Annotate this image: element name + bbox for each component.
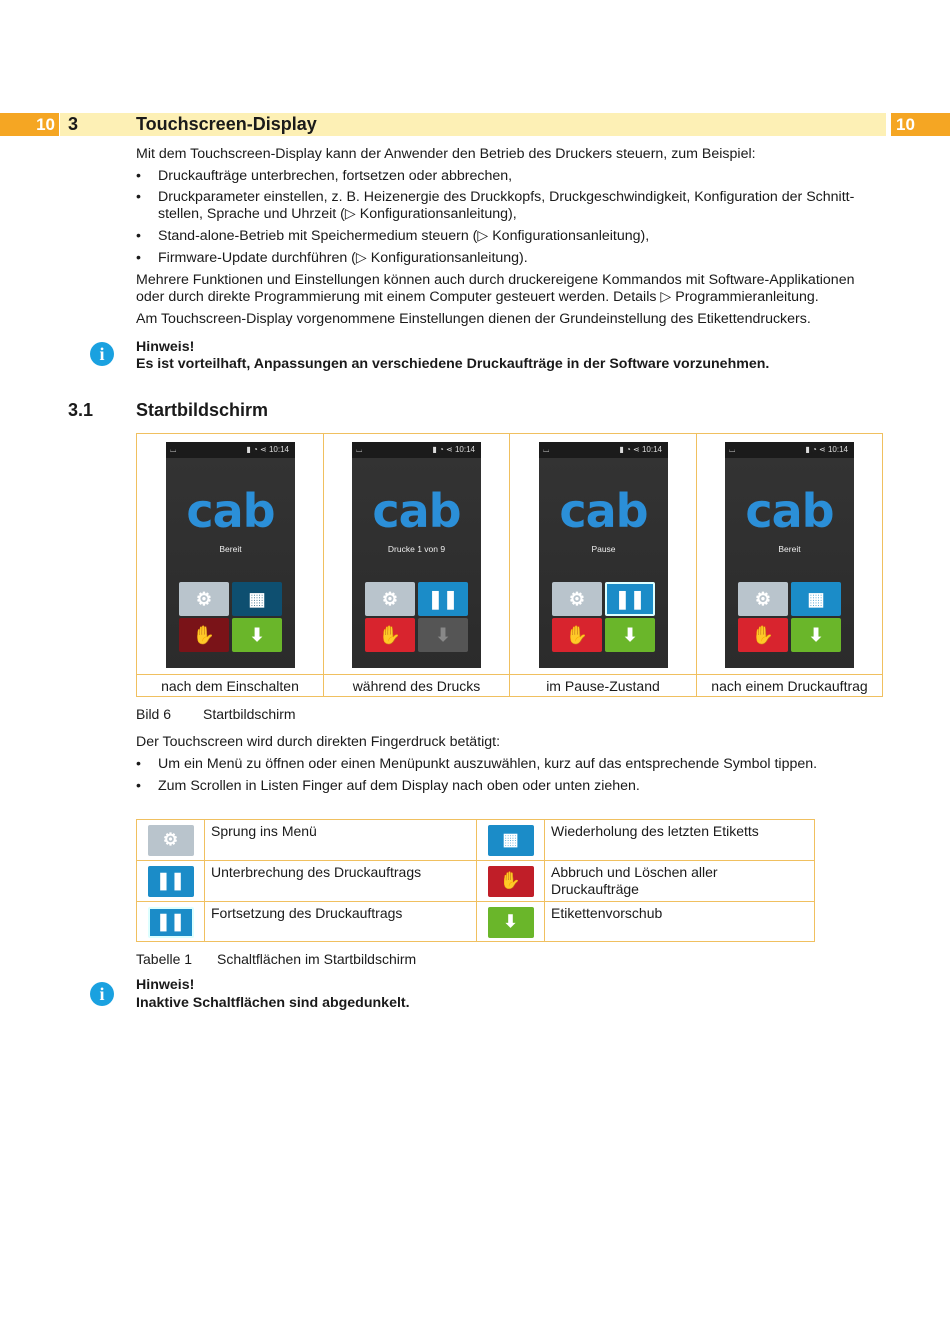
printer-status: Bereit (219, 544, 242, 554)
pause-icon: ❚❚ (148, 907, 194, 938)
stop-hand-icon: ✋ (378, 624, 402, 645)
subsection-number: 3.1 (68, 400, 94, 420)
figure-caption-row (137, 674, 882, 696)
bullet-text: Druckaufträge unterbrechen, fortsetzen oder abbrechen, (158, 168, 513, 184)
status-bar (725, 442, 854, 458)
pause-icon: ❚❚ (614, 588, 646, 609)
table-icon-cell (477, 902, 545, 942)
table-cell: Unterbrechung des Druckauftrags (211, 864, 422, 880)
menu-button[interactable] (738, 582, 788, 616)
note-title: Hinweis! (136, 977, 195, 993)
stop-hand-icon: ✋ (565, 624, 589, 645)
cab-logo: cab (372, 484, 461, 538)
repeat-label-icon: ▦ (488, 825, 534, 856)
resume-button[interactable] (605, 582, 655, 616)
figure-cell (510, 434, 697, 674)
page-number-right: 10 (891, 113, 950, 136)
printer-status: Bereit (778, 544, 801, 554)
display-area (352, 458, 481, 668)
pause-button[interactable] (418, 582, 468, 616)
menu-indicator-icon: ⌴ (543, 445, 550, 454)
gear-icon: ⚙ (568, 588, 586, 609)
status-bar (166, 442, 295, 458)
figure-cell (324, 434, 510, 674)
intro-paragraph-3: Am Touchscreen-Display vorgenommene Einstellungen dienen der Grundeinstellung des Etikettendruckers. (136, 311, 811, 327)
startscreen-figure (136, 433, 883, 697)
table-icon-cell (137, 861, 205, 901)
printer-status: Drucke 1 von 9 (387, 544, 446, 554)
cancel-button[interactable] (738, 618, 788, 652)
cab-logo: cab (559, 484, 648, 538)
menu-button[interactable] (179, 582, 229, 616)
repeat-button[interactable] (791, 582, 841, 616)
bullet-dot: • (136, 250, 141, 266)
section-title: Touchscreen-Display (136, 114, 317, 134)
bullet-dot: • (136, 189, 141, 205)
gear-icon: ⚙ (195, 588, 213, 609)
table-row (137, 902, 814, 943)
table-icon-cell (137, 820, 205, 860)
intro-bullet-continuation (136, 206, 871, 224)
info-icon: i (90, 342, 114, 366)
menu-indicator-icon: ⌴ (170, 445, 177, 454)
bullet-dot: • (136, 228, 141, 244)
repeat-button (232, 582, 282, 616)
phone-caption: im Pause-Zustand (510, 675, 697, 697)
touch-lead: Der Touchscreen wird durch direkten Fingerdruck betätigt: (136, 734, 501, 750)
table-row (137, 861, 814, 902)
note-title: Hinweis! (136, 339, 195, 355)
figure-title: Startbildschirm (203, 706, 296, 722)
gear-icon: ⚙ (754, 588, 772, 609)
phone-screen (352, 442, 481, 668)
cancel-button[interactable] (552, 618, 602, 652)
subsection-title: Startbildschirm (136, 400, 269, 420)
touch-bullet (136, 778, 871, 796)
intro-paragraph-2b: oder durch direkte Programmierung mit einem Computer gesteuert werden. Details ▷ Programmieranleitung. (136, 289, 819, 305)
intro-paragraph-2: Mehrere Funktionen und Einstellungen können auch durch druckereigene Kommandos mit Software-Applikationen (136, 272, 855, 288)
clock: 10:14 (641, 445, 662, 454)
phone-screen (539, 442, 668, 668)
phone-screen (166, 442, 295, 668)
intro-bullet (136, 250, 871, 268)
pause-icon: ❚❚ (427, 588, 459, 609)
feed-arrow-icon: ⬇ (488, 907, 534, 938)
display-area (166, 458, 295, 668)
menu-button[interactable] (552, 582, 602, 616)
figure-cell (137, 434, 324, 674)
feed-button[interactable] (232, 618, 282, 652)
gear-icon: ⚙ (148, 825, 194, 856)
table-icon-cell (477, 820, 545, 860)
bullet-text: Zum Scrollen in Listen Finger auf dem Display nach oben oder unten ziehen. (158, 778, 640, 794)
table-icon-cell (137, 902, 205, 942)
feed-arrow-icon: ⬇ (249, 624, 265, 645)
menu-indicator-icon: ⌴ (729, 445, 736, 454)
note-text: Inaktive Schaltflächen sind abgedunkelt. (136, 995, 410, 1011)
clock: 10:14 (827, 445, 848, 454)
display-area (539, 458, 668, 668)
table-cell: Wiederholung des letzten Etiketts (551, 823, 759, 839)
bullet-text: Druckparameter einstellen, z. B. Heizenergie des Druckkopfs, Druckgeschwindigkeit, Konfiguration der Schnitt- (158, 189, 855, 205)
feed-arrow-icon: ⬇ (808, 624, 824, 645)
intro-bullet (136, 168, 871, 186)
feed-button (418, 618, 468, 652)
intro-lead: Mit dem Touchscreen-Display kann der Anwender den Betrieb des Druckers steuern, zum Beispiel: (136, 146, 756, 162)
info-icon: i (90, 982, 114, 1006)
repeat-label-icon: ▦ (248, 588, 266, 609)
page-number-left: 10 (0, 113, 59, 136)
table-title: Schaltflächen im Startbildschirm (217, 951, 417, 967)
figure-label: Bild 6 (136, 706, 172, 722)
feed-arrow-icon: ⬇ (435, 624, 451, 645)
status-icons: ▮ ◔ ⋖ 10:14 (432, 445, 475, 454)
figure-cell (697, 434, 882, 674)
text-line: Druckaufträge (551, 881, 639, 897)
feed-button[interactable] (791, 618, 841, 652)
status-bar (352, 442, 481, 458)
feed-button[interactable] (605, 618, 655, 652)
table-cell: Sprung ins Menü (211, 823, 317, 839)
phone-screen (725, 442, 854, 668)
menu-button[interactable] (365, 582, 415, 616)
table-cell: Fortsetzung des Druckauftrags (211, 905, 403, 921)
phone-caption: nach einem Druckauftrag (711, 678, 868, 694)
touch-bullet (136, 756, 871, 774)
feed-arrow-icon: ⬇ (622, 624, 638, 645)
bullet-dot: • (136, 756, 141, 772)
gear-icon: ⚙ (381, 588, 399, 609)
table-cell: Etikettenvorschub (551, 905, 663, 921)
status-icons: ▮ ◔ ⋖ 10:14 (619, 445, 662, 454)
table-label: Tabelle 1 (136, 951, 193, 967)
cancel-button (179, 618, 229, 652)
cancel-button[interactable] (365, 618, 415, 652)
table-row (137, 820, 814, 861)
cab-logo: cab (745, 484, 834, 538)
bullet-text: Firmware-Update durchführen (▷ Konfigurationsanleitung). (158, 250, 528, 266)
menu-indicator-icon: ⌴ (356, 445, 363, 454)
text-line: Abbruch und Löschen aller (551, 864, 718, 880)
repeat-label-icon: ▦ (807, 588, 825, 609)
clock: 10:14 (268, 445, 289, 454)
button-legend-table (136, 819, 815, 942)
pause-icon: ❚❚ (148, 866, 194, 897)
bullet-dot: • (136, 778, 141, 794)
section-number: 3 (68, 114, 79, 134)
cab-logo: cab (186, 484, 275, 538)
display-area (725, 458, 854, 668)
stop-hand-icon: ✋ (192, 624, 216, 645)
intro-bullet (136, 189, 871, 207)
bullet-text: stellen, Sprache und Uhrzeit (▷ Konfigurationsanleitung), (158, 206, 517, 222)
phone-caption: während des Drucks (324, 675, 510, 697)
status-icons: ▮ ◔ ⋖ 10:14 (246, 445, 289, 454)
phone-caption: nach dem Einschalten (137, 675, 324, 697)
table-icon-cell (477, 861, 545, 901)
stop-hand-icon: ✋ (751, 624, 775, 645)
bullet-dot: • (136, 168, 141, 184)
clock: 10:14 (454, 445, 475, 454)
bullet-text: Um ein Menü zu öffnen oder einen Menüpunkt auszuwählen, kurz auf das entsprechende Symbol tippen. (158, 756, 818, 772)
stop-hand-icon: ✋ (488, 866, 534, 897)
table-cell (551, 864, 718, 898)
bullet-text: Stand-alone-Betrieb mit Speichermedium steuern (▷ Konfigurationsanleitung), (158, 228, 650, 244)
note-text: Es ist vorteilhaft, Anpassungen an verschiedene Druckaufträge in der Software vorzunehmen. (136, 356, 770, 372)
status-icons: ▮ ◔ ⋖ 10:14 (805, 445, 848, 454)
status-bar (539, 442, 668, 458)
printer-status: Pause (591, 544, 616, 554)
intro-bullet (136, 228, 871, 246)
